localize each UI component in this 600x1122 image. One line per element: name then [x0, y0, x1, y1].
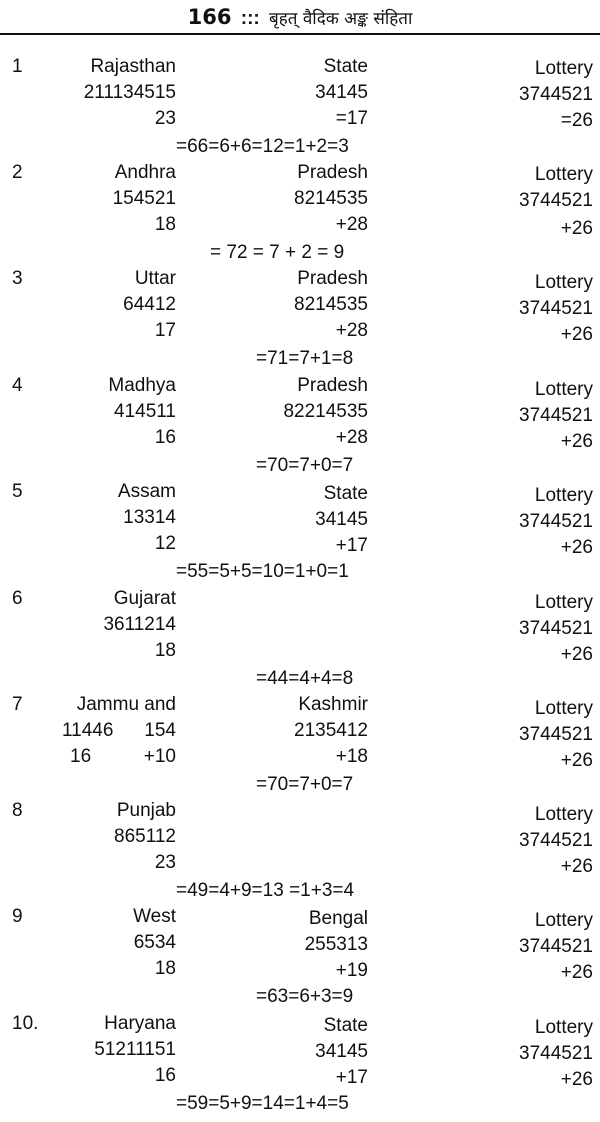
name-part-1: West [133, 906, 176, 927]
entry-number: 9 [12, 906, 23, 927]
code-1b: 154 [144, 720, 176, 741]
total-reduction: =55=5+5=10=1+0=1 [176, 561, 349, 582]
sum-2: +19 [335, 960, 368, 981]
lottery-label: Lottery [534, 910, 593, 931]
sum-3: +26 [560, 324, 593, 345]
name-part-1: Assam [117, 481, 176, 502]
sum-1: 16 [154, 427, 176, 448]
total-reduction: =70=7+0=7 [256, 455, 354, 476]
sum-3: +26 [560, 856, 593, 877]
name-part-1: Haryana [104, 1013, 176, 1034]
sum-3: +26 [560, 431, 593, 452]
name-part-1: Punjab [116, 800, 176, 821]
sum-2: +17 [335, 535, 368, 556]
entry [0, 267, 600, 373]
code-1: 13314 [123, 507, 176, 528]
sum-2: +28 [335, 320, 368, 341]
lottery-label: Lottery [534, 1017, 593, 1038]
sum-1: 18 [154, 214, 176, 235]
sum-2: +28 [335, 427, 368, 448]
lottery-label: Lottery [534, 272, 593, 293]
name-part-1: Rajasthan [90, 56, 176, 77]
code-2: 34145 [315, 509, 368, 530]
name-part-2: Kashmir [298, 694, 368, 715]
sum-1: 16 [70, 746, 92, 767]
lottery-code: 3744521 [519, 298, 593, 319]
book-title: बृहत् वैदिक अङ्क संहिता [269, 9, 413, 29]
name-part-2: State [323, 483, 368, 504]
sum-3: =26 [560, 110, 593, 131]
sum-3: +26 [560, 962, 593, 983]
header-rule [0, 33, 600, 35]
entry [0, 374, 600, 480]
sum-3: +26 [560, 537, 593, 558]
name-part-1: Uttar [134, 268, 176, 289]
entry [0, 587, 600, 693]
total-reduction: = 72 = 7 + 2 = 9 [210, 242, 345, 263]
code-1: 64412 [123, 294, 176, 315]
lottery-label: Lottery [534, 58, 593, 79]
name-part-2: Pradesh [297, 162, 368, 183]
entry-number: 2 [12, 162, 23, 183]
lottery-label: Lottery [534, 698, 593, 719]
total-reduction: =63=6+3=9 [256, 986, 354, 1007]
name-part-1: Gujarat [113, 588, 176, 609]
sum-3: +26 [560, 750, 593, 771]
entry [0, 1012, 600, 1118]
sum-1: 23 [154, 108, 176, 129]
sum-2: +17 [335, 1067, 368, 1088]
sum-2: =17 [335, 108, 368, 129]
lottery-code: 3744521 [519, 405, 593, 426]
total-reduction: =71=7+1=8 [256, 348, 354, 369]
lottery-code: 3744521 [519, 936, 593, 957]
sum-1: 16 [154, 1065, 176, 1086]
code-2: 8214535 [294, 294, 368, 315]
code-1: 6534 [133, 932, 176, 953]
code-2: 34145 [315, 1041, 368, 1062]
entry-number: 8 [12, 800, 23, 821]
name-part-2: State [323, 56, 368, 77]
page-number: 166 [187, 5, 232, 29]
lottery-label: Lottery [534, 379, 593, 400]
entry-number: 1 [12, 56, 23, 77]
code-2: 255313 [304, 934, 368, 955]
entry-number: 3 [12, 268, 23, 289]
total-reduction: =49=4+9=13 =1+3=4 [176, 880, 355, 901]
name-part-2: Pradesh [297, 375, 368, 396]
code-1: 865112 [114, 826, 176, 847]
lottery-label: Lottery [534, 592, 593, 613]
lottery-label: Lottery [534, 485, 593, 506]
entry [0, 905, 600, 1011]
sum-1: 17 [154, 320, 176, 341]
lottery-code: 3744521 [519, 830, 593, 851]
lottery-code: 3744521 [519, 190, 593, 211]
sum-2: +18 [335, 746, 368, 767]
name-part-2: State [323, 1015, 368, 1036]
name-part-1: Andhra [114, 162, 176, 183]
entry [0, 480, 600, 586]
code-1: 51211151 [94, 1039, 176, 1060]
sum-1: 18 [154, 958, 176, 979]
sum-3: +26 [560, 218, 593, 239]
lottery-code: 3744521 [519, 511, 593, 532]
code-1: 414511 [114, 401, 176, 422]
lottery-code: 3744521 [519, 618, 593, 639]
code-2: 34145 [315, 82, 368, 103]
header-separator: ::: [240, 8, 260, 29]
code-2: 8214535 [294, 188, 368, 209]
entry-number: 7 [12, 694, 23, 715]
sum-2: +28 [335, 214, 368, 235]
name-part-1: Madhya [108, 375, 176, 396]
total-reduction: =66=6+6=12=1+2=3 [176, 136, 349, 157]
entry-number: 10. [12, 1013, 39, 1034]
code-1: 11446 [62, 720, 114, 741]
total-reduction: =44=4+4=8 [256, 668, 354, 689]
sum-1: 23 [154, 852, 176, 873]
entry [0, 55, 600, 161]
sum-1: 12 [154, 533, 176, 554]
entry [0, 693, 600, 799]
sum-3: +26 [560, 644, 593, 665]
code-2: 2135412 [294, 720, 368, 741]
page-header [0, 4, 600, 30]
entry [0, 799, 600, 905]
sum-1b: +10 [143, 746, 176, 767]
sum-1: 18 [154, 640, 176, 661]
name-part-2: Pradesh [297, 268, 368, 289]
name-part-1: Jammu and [76, 694, 176, 715]
total-reduction: =59=5+9=14=1+4=5 [176, 1093, 349, 1114]
entry-number: 6 [12, 588, 23, 609]
lottery-code: 3744521 [519, 724, 593, 745]
code-2: 82214535 [283, 401, 368, 422]
name-part-2: Bengal [308, 908, 368, 929]
code-1: 3611214 [103, 614, 176, 635]
code-1: 154521 [112, 188, 176, 209]
lottery-label: Lottery [534, 804, 593, 825]
lottery-label: Lottery [534, 164, 593, 185]
entry [0, 161, 600, 267]
code-1: 211134515 [83, 82, 176, 103]
lottery-code: 3744521 [519, 1043, 593, 1064]
sum-3: +26 [560, 1069, 593, 1090]
entry-number: 5 [12, 481, 23, 502]
lottery-code: 3744521 [519, 84, 593, 105]
entry-number: 4 [12, 375, 23, 396]
total-reduction: =70=7+0=7 [256, 774, 354, 795]
